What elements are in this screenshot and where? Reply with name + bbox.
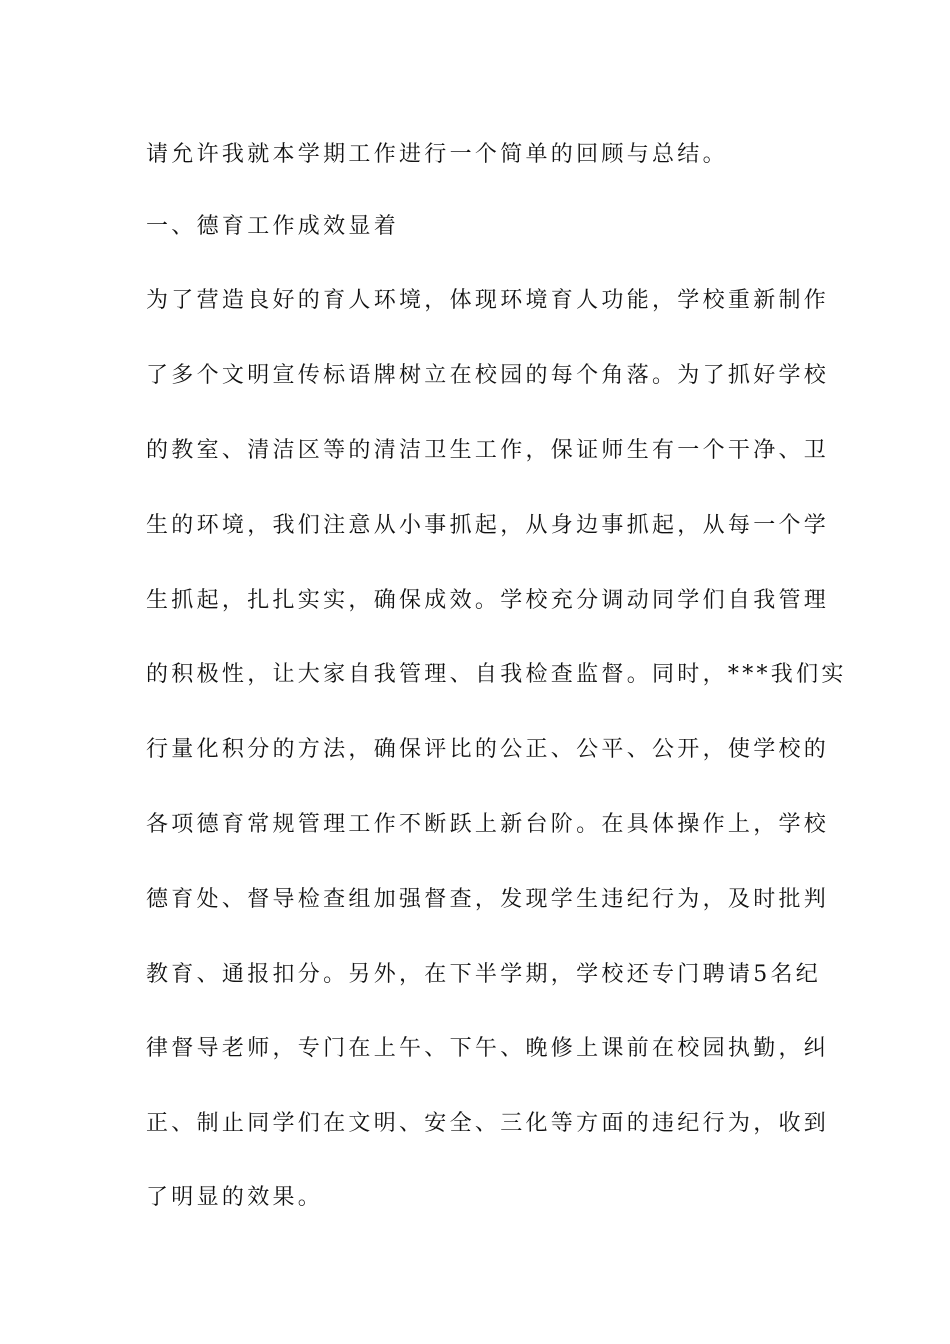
- paragraph-line: 了明显的效果。: [146, 1185, 324, 1210]
- paragraph-line: 各项德育常规管理工作不断跃上新台阶。在具体操作上，学校: [146, 812, 830, 837]
- paragraph-line: 行量化积分的方法，确保评比的公正、公平、公开，使学校的: [146, 737, 830, 762]
- paragraph-line: 了多个文明宣传标语牌树立在校园的每个角落。为了抓好学校: [146, 363, 830, 388]
- intro-line: 请允许我就本学期工作进行一个简单的回顾与总结。: [146, 142, 728, 167]
- paragraph-line: 律督导老师，专门在上午、下午、晚修上课前在校园执勤，纠: [146, 1036, 830, 1061]
- paragraph-line: 的教室、清洁区等的清洁卫生工作，保证师生有一个干净、卫: [146, 438, 830, 463]
- section-heading: 一、德育工作成效显着: [146, 214, 400, 239]
- paragraph-line: 教育、通报扣分。另外，在下半学期，学校还专门聘请5名纪: [146, 962, 822, 987]
- paragraph-line: 正、制止同学们在文明、安全、三化等方面的违纪行为，收到: [146, 1111, 830, 1136]
- paragraph-line: 德育处、督导检查组加强督查，发现学生违纪行为，及时批判: [146, 887, 830, 912]
- paragraph-line: 的积极性，让大家自我管理、自我检查监督。同时，***我们实: [146, 662, 847, 687]
- paragraph-line: 生抓起，扎扎实实，确保成效。学校充分调动同学们自我管理: [146, 588, 830, 613]
- paragraph-line: 生的环境，我们注意从小事抓起，从身边事抓起，从每一个学: [146, 513, 830, 538]
- paragraph-line: 为了营造良好的育人环境，体现环境育人功能，学校重新制作: [146, 288, 830, 313]
